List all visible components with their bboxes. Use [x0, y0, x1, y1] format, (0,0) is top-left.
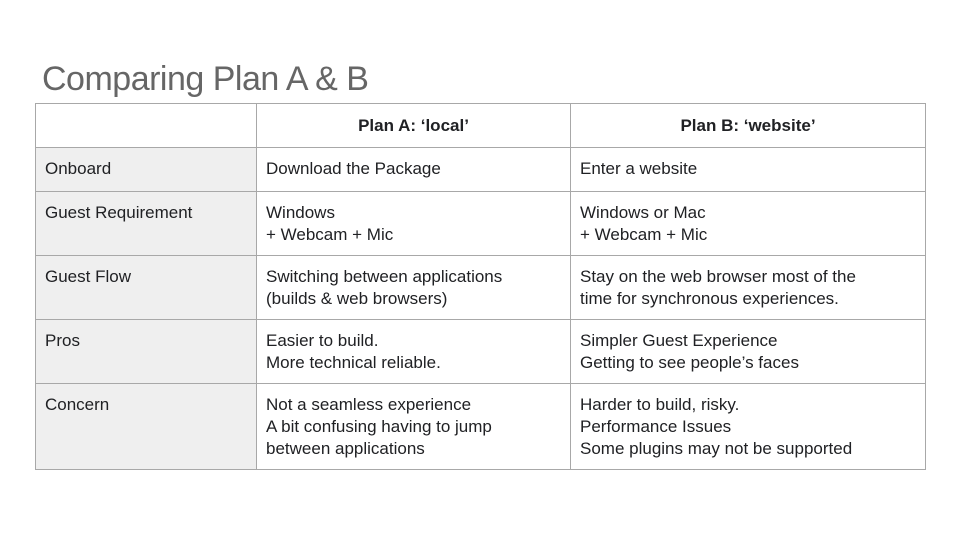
cell-guest-requirement-plan-b: [571, 192, 926, 256]
cell-text: between applications: [266, 439, 425, 458]
cell-concern-plan-b: [571, 384, 926, 470]
cell-onboard-plan-a: [257, 148, 571, 192]
header-corner-cell: [36, 104, 257, 148]
cell-text: Windows: [266, 203, 335, 222]
cell-text: A bit confusing having to jump: [266, 417, 492, 436]
table-row-guest-flow: [36, 256, 926, 320]
cell-text: (builds & web browsers): [266, 289, 448, 308]
slide-title: Comparing Plan A & B: [42, 60, 369, 98]
header-plan-a: Plan A: ‘local’: [257, 104, 571, 148]
row-label-pros: Pros: [36, 320, 257, 384]
cell-text: Switching between applications: [266, 267, 503, 286]
cell-text: time for synchronous experiences.: [580, 289, 839, 308]
cell-pros-plan-b: [571, 320, 926, 384]
cell-text: + Webcam + Mic: [580, 225, 708, 244]
row-label-concern: Concern: [36, 384, 257, 470]
cell-text: Harder to build, risky.: [580, 395, 740, 414]
table-row-onboard: [36, 148, 926, 192]
cell-guest-requirement-plan-a: [257, 192, 571, 256]
cell-text: Getting to see people’s faces: [580, 353, 799, 372]
header-row: [36, 104, 926, 148]
cell-guest-flow-plan-b: [571, 256, 926, 320]
cell-concern-plan-a: [257, 384, 571, 470]
cell-text: Performance Issues: [580, 417, 732, 436]
cell-onboard-plan-b: [571, 148, 926, 192]
cell-text: Download the Package: [266, 159, 441, 178]
cell-text: Simpler Guest Experience: [580, 331, 778, 350]
row-label-guest-requirement: Guest Requirement: [36, 192, 257, 256]
row-label-guest-flow: Guest Flow: [36, 256, 257, 320]
comparison-table: [35, 103, 926, 470]
cell-text: Easier to build.: [266, 331, 379, 350]
cell-text: More technical reliable.: [266, 353, 441, 372]
cell-text: + Webcam + Mic: [266, 225, 394, 244]
cell-text: Windows or Mac: [580, 203, 706, 222]
cell-text: Not a seamless experience: [266, 395, 472, 414]
cell-guest-flow-plan-a: [257, 256, 571, 320]
table-row-guest-requirement: [36, 192, 926, 256]
cell-text: Some plugins may not be supported: [580, 439, 853, 458]
cell-pros-plan-a: [257, 320, 571, 384]
row-label-onboard: Onboard: [36, 148, 257, 192]
cell-text: Stay on the web browser most of the: [580, 267, 856, 286]
cell-text: Enter a website: [580, 159, 698, 178]
header-plan-b: Plan B: ‘website’: [571, 104, 926, 148]
table-row-concern: [36, 384, 926, 470]
table-row-pros: [36, 320, 926, 384]
